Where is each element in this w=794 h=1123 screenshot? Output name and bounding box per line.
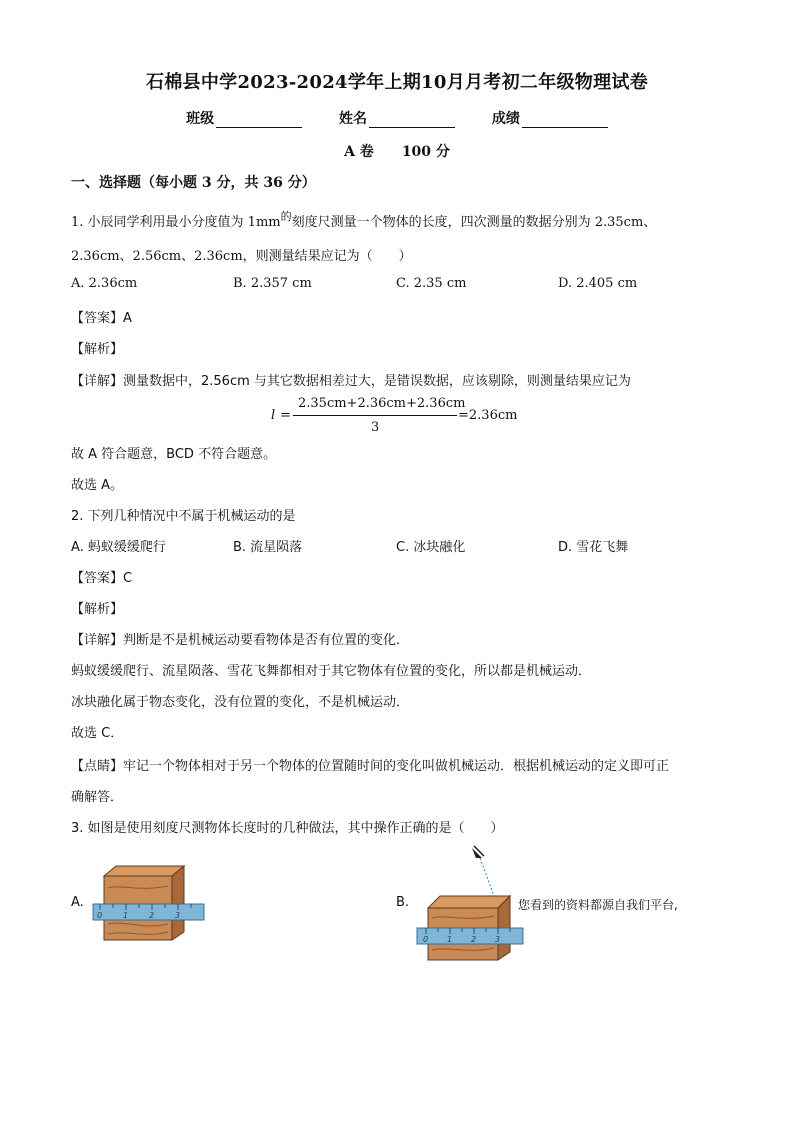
eye-icon	[472, 846, 484, 858]
q2-option-a: A. 蚂蚁缓缓爬行	[71, 540, 166, 555]
q1-stem-part1: 1. 小辰同学利用最小分度值为 1mm	[71, 215, 281, 230]
formula-variable: l	[271, 408, 276, 423]
q1-stem-part2: 刻度尺测量一个物体的长度，四次测量的数据分别为 2.35cm、	[291, 215, 657, 230]
q2-stem: 2. 下列几种情况中不属于机械运动的是	[71, 509, 296, 524]
q1-detail: 【详解】测量数据中，2.56cm 与其它数据相差过大，是错误数据，应该剔除，则测量结果应记为	[71, 374, 631, 389]
q2-option-b: B. 流星陨落	[233, 540, 303, 555]
score-blank	[522, 113, 608, 128]
ruler-a-tick-0: 0	[97, 911, 103, 920]
section-title: 一、选择题（每小题 3 分，共 36 分）	[71, 175, 316, 191]
q3-option-a-label: A.	[71, 895, 84, 910]
name-label: 姓名	[339, 111, 367, 127]
score-label: 成绩	[491, 111, 520, 127]
volume-heading	[0, 141, 794, 161]
formula-denominator: 3	[371, 420, 380, 435]
q1-analysis: 【解析】	[71, 342, 124, 357]
q1-option-d: D. 2.405 cm	[558, 276, 638, 291]
q1-stem	[71, 211, 656, 230]
q1-answer: 【答案】A	[71, 311, 132, 326]
q3-option-b-label: B.	[396, 895, 410, 910]
ruler-b-tick-2: 2	[471, 935, 477, 944]
formula-numerator: 2.35cm+2.36cm+2.36cm	[298, 396, 466, 411]
q2-line-a: 蚂蚁缓缓爬行、流星陨落、雪花飞舞都相对于其它物体有位置的变化，所以都是机械运动．	[71, 664, 592, 679]
ruler-a-tick-3: 3	[175, 911, 181, 920]
volume-points: 100 分	[401, 144, 450, 160]
ruler-a-tick-1: 1	[123, 911, 129, 920]
q3-stem: 3. 如图是使用刻度尺测物体长度时的几种做法，其中操作正确的是（ ）	[71, 821, 504, 836]
class-label: 班级	[186, 111, 215, 127]
q1-stem-line2: 2.36cm、2.56cm、2.36cm，则测量结果应记为（ ）	[71, 249, 412, 264]
formula-equals: =	[280, 408, 291, 423]
volume-label: A 卷	[344, 144, 374, 160]
name-blank	[369, 113, 455, 128]
fraction-bar	[293, 415, 457, 416]
q2-answer: 【答案】C	[71, 571, 133, 586]
ruler-b-tick-0: 0	[423, 935, 429, 944]
wood-block-a	[104, 866, 184, 940]
ruler-b-tick-1: 1	[447, 935, 453, 944]
ruler-b-tick-3: 3	[495, 935, 501, 944]
q1-option-a: A. 2.36cm	[71, 276, 138, 291]
ruler-a-tick-2: 2	[149, 911, 155, 920]
q2-detail: 【详解】判断是不是机械运动要看物体是否有位置的变化．	[71, 633, 410, 648]
score-field	[492, 108, 608, 128]
q1-option-b: B. 2.357 cm	[233, 276, 312, 291]
q1-option-c: C. 2.35 cm	[396, 276, 467, 291]
q2-line-c: 故选 C．	[71, 726, 124, 741]
q2-line-b: 冰块融化属于物态变化，没有位置的变化，不是机械运动．	[71, 695, 410, 710]
ruler-b	[417, 928, 523, 944]
page-title: 石棉县中学2023-2024学年上期10月月考初二年级物理试卷	[145, 72, 648, 93]
q2-option-d: D. 雪花飞舞	[558, 540, 629, 555]
class-field	[186, 108, 302, 128]
q1-choice: 故选 A。	[71, 478, 124, 493]
q1-stem-sup: 的	[280, 210, 292, 223]
formula-result: =2.36cm	[458, 408, 518, 423]
q2-comment-b: 确解答．	[71, 790, 124, 805]
sight-line	[480, 858, 494, 896]
platform-notice: 您看到的资料都源自我们平台,	[518, 898, 678, 912]
q2-comment-a: 【点睛】牢记一个物体相对于另一个物体的位置随时间的变化叫做机械运动．根据机械运动的定义即可正	[71, 759, 670, 774]
name-field	[339, 108, 455, 128]
q2-option-c: C. 冰块融化	[396, 540, 466, 555]
ruler-a	[93, 904, 204, 920]
class-blank	[216, 113, 302, 128]
student-info-row	[0, 108, 794, 128]
q1-conclusion: 故 A 符合题意，BCD 不符合题意。	[71, 447, 277, 462]
q3-figure-b	[414, 840, 526, 966]
q2-analysis: 【解析】	[71, 602, 124, 617]
q3-figure-a	[92, 862, 207, 942]
